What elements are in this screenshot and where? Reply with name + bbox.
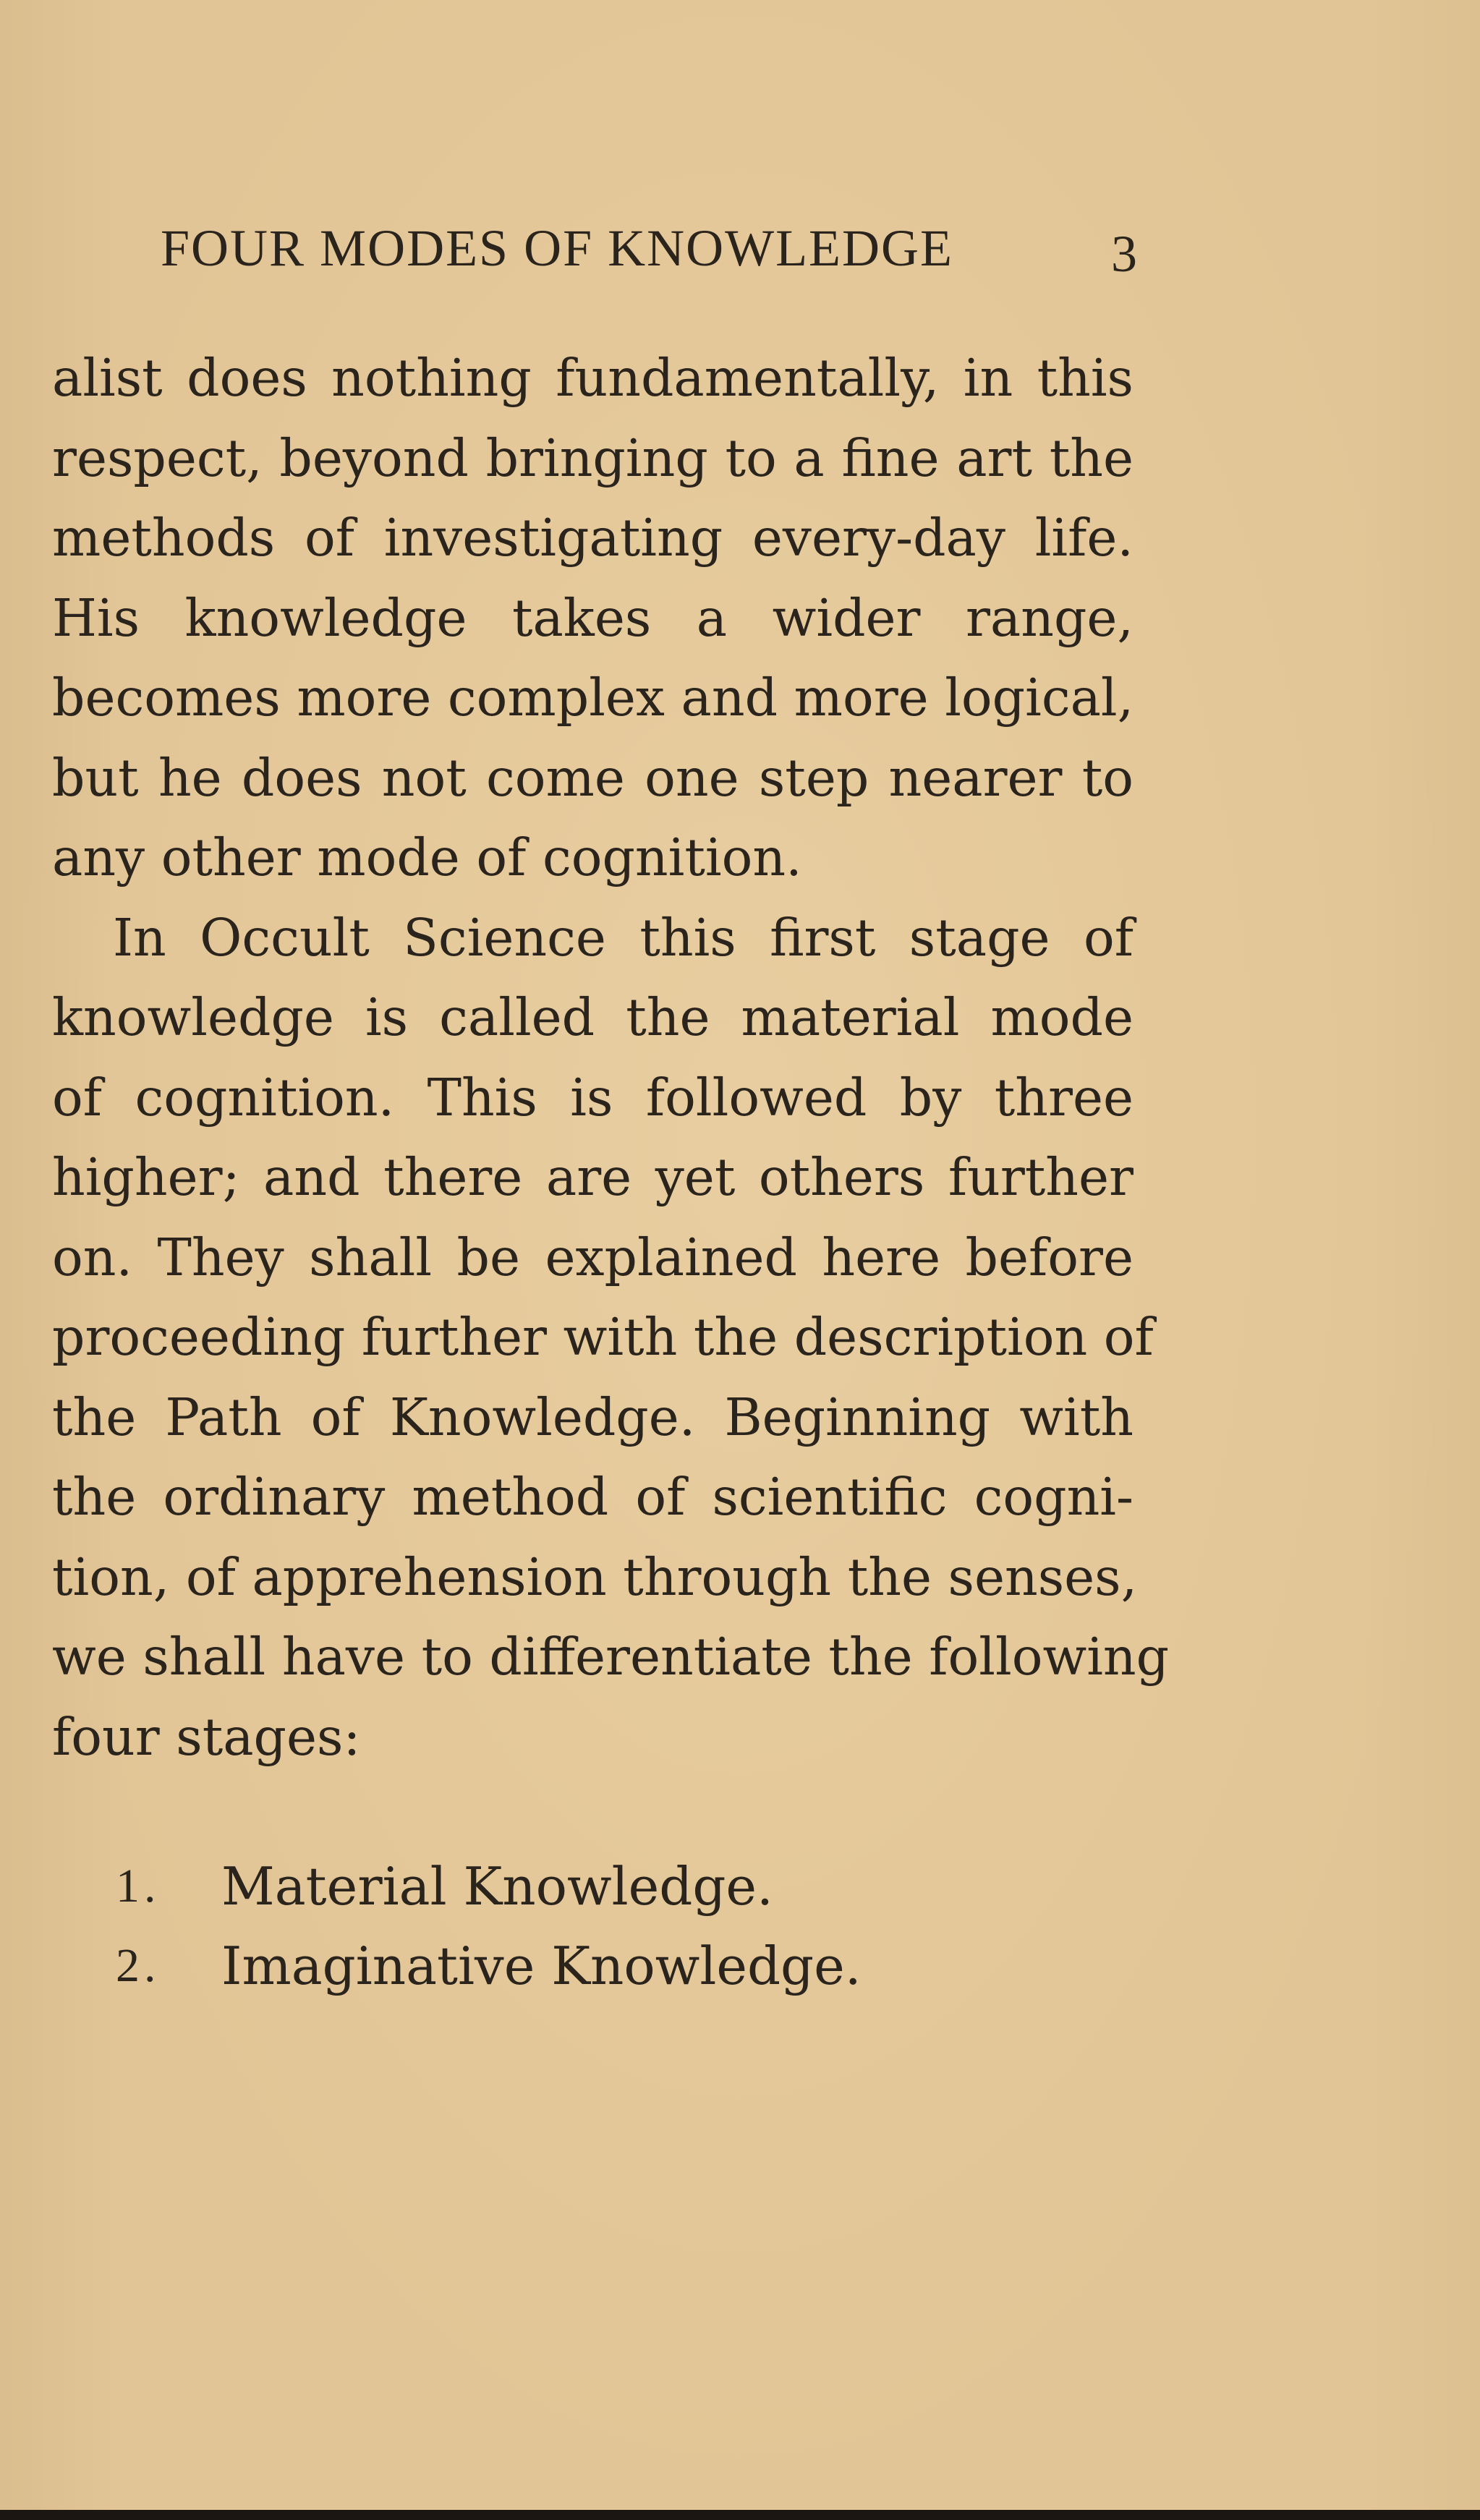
stages-list: [116, 1847, 1056, 2006]
text-line: His knowledge takes a wider range,: [52, 587, 1134, 648]
list-item: [116, 1847, 1056, 1926]
text-line: the Path of Knowledge. Beginning with: [52, 1387, 1134, 1447]
text-line: becomes more complex and more logical,: [52, 668, 1134, 728]
text-line: of cognition. This is followed by three: [52, 1067, 1134, 1128]
list-item-number: 1.: [116, 1860, 161, 1912]
text-line: In Occult Science this first stage of: [113, 907, 1134, 968]
list-item-label: Material Knowledge.: [221, 1856, 773, 1917]
text-line: the ordinary method of scientific cogni-: [52, 1467, 1134, 1527]
list-item: [116, 1926, 1056, 2006]
text-line: proceeding further with the description of: [52, 1307, 1154, 1367]
text-line: on. They shall be explained here before: [52, 1227, 1134, 1287]
page-bottom-edge: [0, 2510, 1480, 2520]
text-line: higher; and there are yet others further: [52, 1147, 1134, 1207]
text-line: we shall have to differentiate the following: [52, 1627, 1170, 1687]
page-number: 3: [1111, 225, 1137, 283]
text-line: respect, beyond bringing to a fine art the: [52, 427, 1134, 488]
list-item-label: Imaginative Knowledge.: [221, 1936, 862, 1996]
text-line: methods of investigating every-day life.: [52, 508, 1134, 568]
text-line: but he does not come one step nearer to: [52, 747, 1134, 808]
text-line: four stages:: [52, 1706, 361, 1767]
list-item-number: 2.: [116, 1939, 161, 1992]
text-line: knowledge is called the material mode: [52, 987, 1134, 1047]
body-text: [52, 339, 1170, 1777]
text-line: alist does nothing fundamentally, in this: [52, 348, 1134, 408]
text-line: tion, of apprehension through the senses,: [52, 1546, 1138, 1607]
running-head: [161, 216, 1137, 281]
running-title: FOUR MODES OF KNOWLEDGE: [161, 219, 954, 277]
text-line: any other mode of cognition.: [52, 827, 802, 887]
